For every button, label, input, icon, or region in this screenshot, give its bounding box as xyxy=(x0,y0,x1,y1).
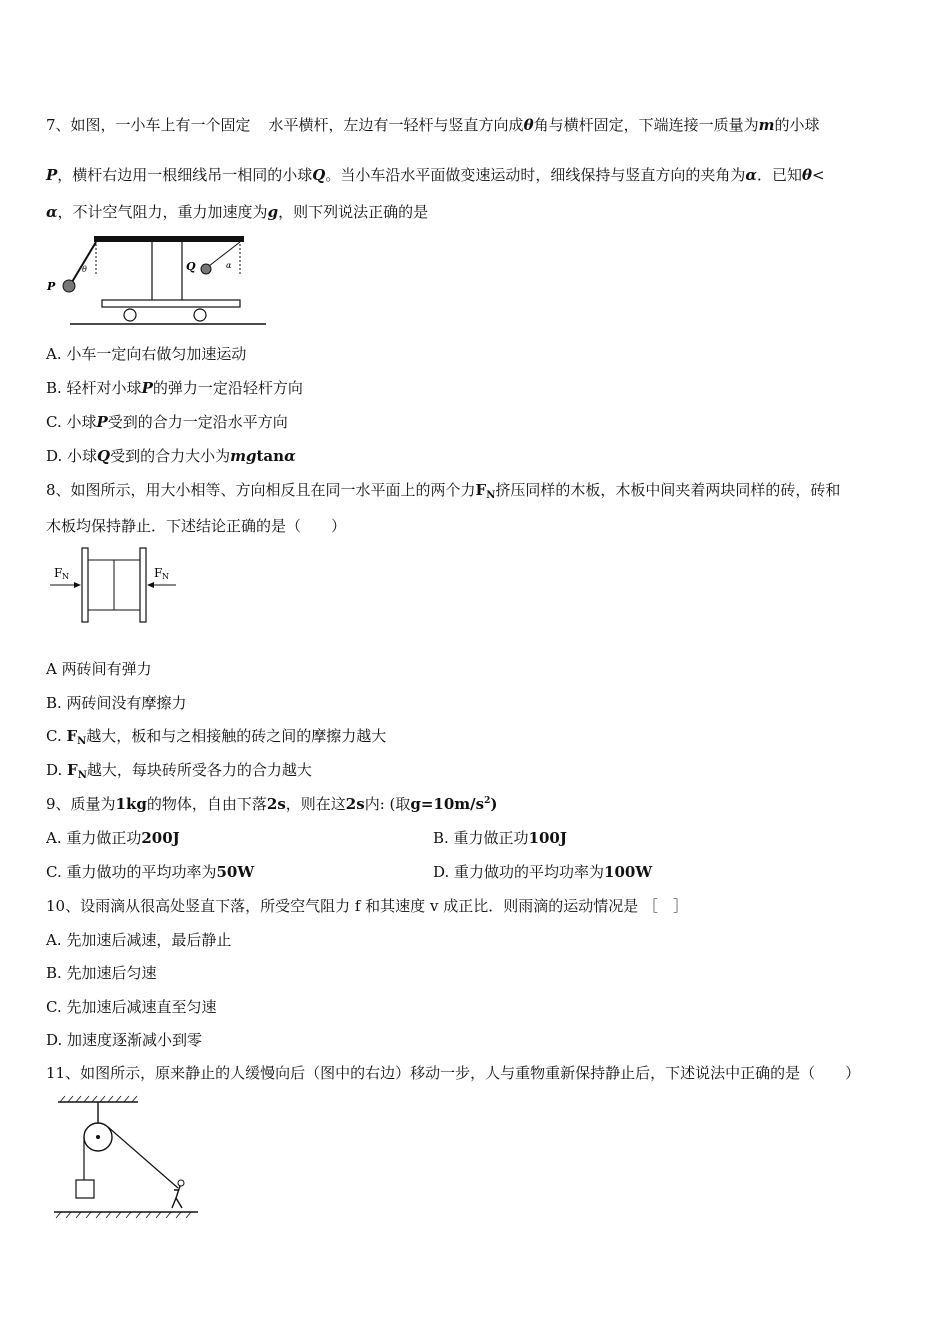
q7-option-d[interactable]: D. 小球Q受到的合力大小为mgtanα xyxy=(46,447,296,465)
fig-alpha-label: α xyxy=(226,261,232,270)
fig-theta-label: θ xyxy=(82,265,87,274)
q7-option-a[interactable]: A. 小车一定向右做匀加速运动 xyxy=(46,345,247,363)
q7-stem-line3: α，不计空气阻力，重力加速度为g，则下列说法正确的是 xyxy=(46,203,429,221)
fig-fn-right-F: F xyxy=(154,566,163,580)
fig-P-label: P xyxy=(47,280,56,293)
q10-stem: 10、设雨滴从很高处竖直下落，所受空气阻力 f 和其速度 v 成正比．则雨滴的运动情况是 ［ ］ xyxy=(46,897,688,915)
q7-option-b[interactable]: B. 轻杆对小球P的弹力一定沿轻杆方向 xyxy=(46,379,303,397)
fig-fn-right-N: N xyxy=(162,572,169,581)
q7-stem-line2: P，横杆右边用一根细线吊一相同的小球Q。当小车沿水平面做变速运动时，细线保持与竖直方向的夹角为α．已知θ< xyxy=(46,166,825,184)
q9-option-b[interactable]: B. 重力做正功100J xyxy=(433,829,567,847)
q8-stem-line2: 木板均保持静止．下述结论正确的是（ ） xyxy=(46,517,347,535)
q7-option-c[interactable]: C. 小球P受到的合力一定沿水平方向 xyxy=(46,413,288,431)
q8-option-a[interactable]: A 两砖间有弹力 xyxy=(46,660,152,678)
q8-stem-line1: 8、如图所示，用大小相等、方向相反且在同一水平面上的两个力$F_N$挤压同样的木板，木板中间夹着两块同样的砖，砖和 xyxy=(46,481,841,501)
q11-stem: 11、如图所示，原来静止的人缓慢向后（图中的右边）移动一步，人与重物重新保持静止后，下述说法中正确的是（ ） xyxy=(46,1064,861,1082)
q9-stem: 9、质量为1kg的物体，自由下落2s，则在这2s内: (取$g=10m/s^2$) xyxy=(46,795,498,813)
fig-fn-left-N: N xyxy=(62,572,69,581)
q8-bricks-figure xyxy=(48,546,178,630)
q8-option-d[interactable]: D. $F_N$越大，每块砖所受各力的合力越大 xyxy=(46,761,312,781)
q9-option-c[interactable]: C. 重力做功的平均功率为50W xyxy=(46,863,255,881)
q11-pulley-figure xyxy=(52,1094,202,1224)
fig-fn-left-F: F xyxy=(54,566,63,580)
q7-cart-figure xyxy=(44,232,274,334)
q9-option-a[interactable]: A. 重力做正功200J xyxy=(46,829,180,847)
q8-option-c[interactable]: C. $F_N$越大，板和与之相接触的砖之间的摩擦力越大 xyxy=(46,727,387,747)
q9-option-d[interactable]: D. 重力做功的平均功率为100W xyxy=(433,863,653,881)
q10-option-a[interactable]: A. 先加速后减速，最后静止 xyxy=(46,931,232,949)
fig-Q-label: Q xyxy=(186,260,196,273)
q10-option-d[interactable]: D. 加速度逐渐减小到零 xyxy=(46,1031,203,1049)
q8-option-b[interactable]: B. 两砖间没有摩擦力 xyxy=(46,694,187,712)
q7-stem-line1: 7、如图，一小车上有一个固定 水平横杆，左边有一轻杆与竖直方向成θ角与横杆固定，下端连接一质量为m的小球 xyxy=(46,116,820,134)
q10-option-c[interactable]: C. 先加速后减速直至匀速 xyxy=(46,998,217,1016)
q10-option-b[interactable]: B. 先加速后匀速 xyxy=(46,964,157,982)
